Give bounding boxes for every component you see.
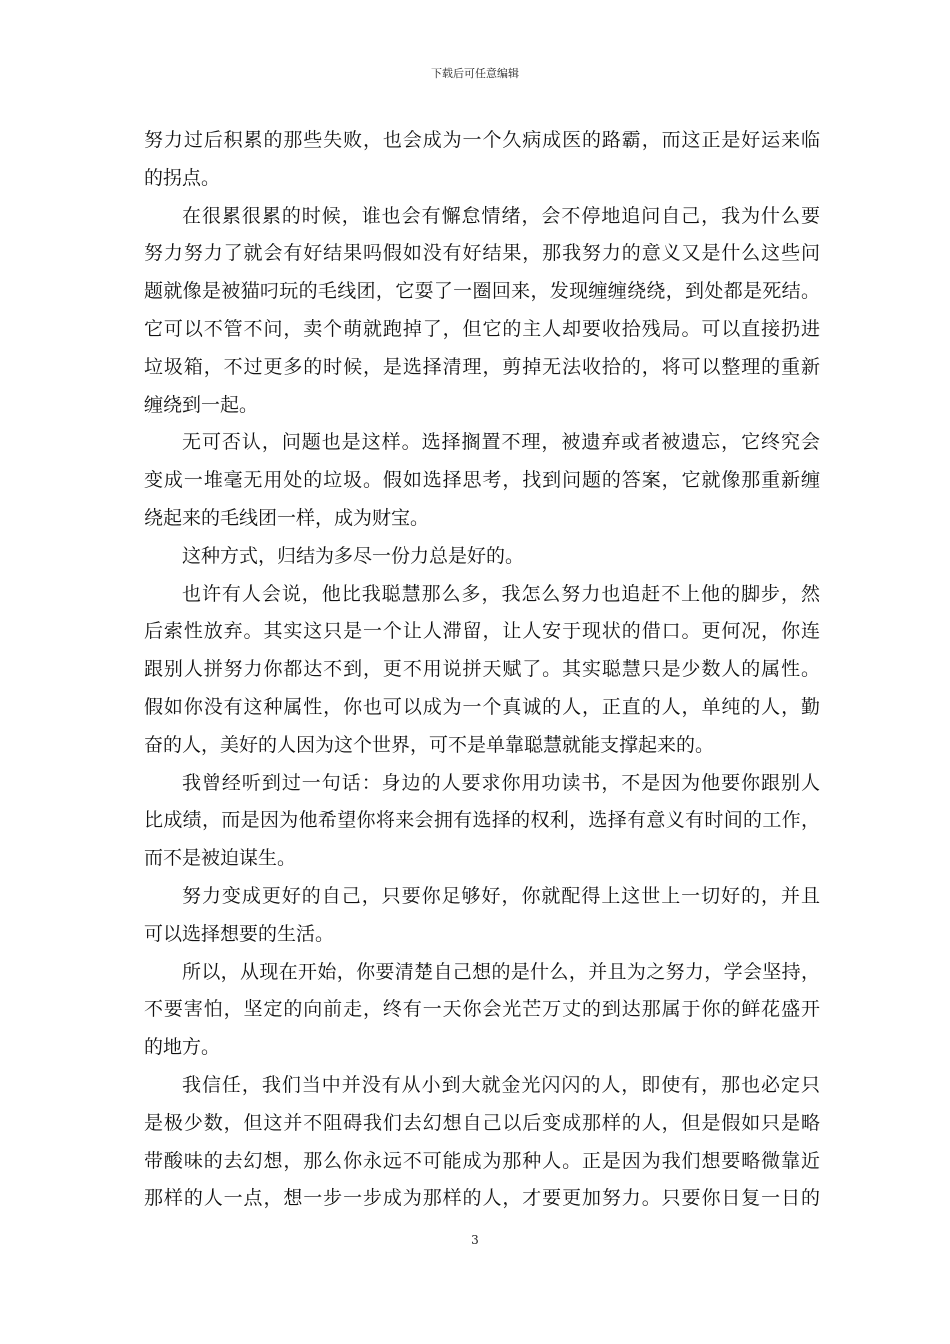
text-line: 是极少数，但这并不阻碍我们去幻想自己以后变成那样的人，但是假如只是略 [144,1111,820,1134]
paragraph [144,954,820,1067]
text-line: 后索性放弃。其实这只是一个让人滞留，让人安于现状的借口。更何况，你连 [144,620,820,643]
text-line: 垃圾箱，不过更多的时候，是选择清理，剪掉无法收拾的，将可以整理的重新 [144,355,820,378]
body-text [144,122,820,1218]
paragraph [144,765,820,878]
paragraph [144,576,820,765]
paragraph [144,878,820,954]
text-line: 在很累很累的时候，谁也会有懈怠情绪，会不停地追问自己，我为什么要 [182,204,820,227]
text-line: 我信任，我们当中并没有从小到大就金光闪闪的人，即使有，那也必定只 [182,1073,820,1096]
text-line: 绕起来的毛线团一样，成为财宝。 [144,506,430,529]
paragraph [144,1067,820,1218]
text-line: 我曾经听到过一句话：身边的人要求你用功读书，不是因为他要你跟别人 [182,771,820,794]
text-line: 所以，从现在开始，你要清楚自己想的是什么，并且为之努力，学会坚持， [182,960,820,983]
text-line: 努力变成更好的自己，只要你足够好，你就配得上这世上一切好的，并且 [182,884,820,907]
text-line: 变成一堆毫无用处的垃圾。假如选择思考，找到问题的答案，它就像那重新缠 [144,469,820,492]
text-line: 可以选择想要的生活。 [144,922,335,945]
text-line: 带酸味的去幻想，那么你永远不可能成为那种人。正是因为我们想要略微靠近 [144,1149,820,1172]
text-line: 不要害怕，坚定的向前走，终有一天你会光芒万丈的到达那属于你的鲜花盛开 [144,998,820,1021]
paragraph [144,198,820,425]
page-header: 下载后可任意编辑 [431,67,519,80]
text-line: 比成绩，而是因为他希望你将来会拥有选择的权利，选择有意义有时间的工作， [144,809,820,832]
text-line: 也许有人会说，他比我聪慧那么多，我怎么努力也追赶不上他的脚步，然 [182,582,820,605]
text-line: 的拐点。 [144,166,221,189]
text-line: 的地方。 [144,1036,221,1059]
paragraph [144,122,820,198]
text-line: 奋的人，美好的人因为这个世界，可不是单靠聪慧就能支撑起来的。 [144,733,715,756]
text-line: 努力过后积累的那些失败，也会成为一个久病成医的路霸，而这正是好运来临 [144,129,820,151]
paragraph [144,538,820,576]
page-number: 3 [471,1233,479,1247]
text-line: 努力努力了就会有好结果吗假如没有好结果，那我努力的意义又是什么这些问 [144,242,820,265]
text-line: 那样的人一点，想一步一步成为那样的人，才要更加努力。只要你日复一日的 [144,1187,820,1210]
text-line: 无可否认，问题也是这样。选择搁置不理，被遗弃或者被遗忘，它终究会 [182,431,820,454]
text-line: 缠绕到一起。 [144,393,259,416]
text-line: 跟别人拼努力你都达不到，更不用说拼天赋了。其实聪慧只是少数人的属性。 [144,658,820,681]
text-line: 这种方式，归结为多尽一份力总是好的。 [182,544,525,567]
text-line: 题就像是被猫叼玩的毛线团，它耍了一圈回来，发现缠缠绕绕，到处都是死结。 [144,280,820,303]
text-line: 而不是被迫谋生。 [144,847,297,870]
text-line: 它可以不管不问，卖个萌就跑掉了，但它的主人却要收拾残局。可以直接扔进 [144,317,820,340]
text-line: 假如你没有这种属性，你也可以成为一个真诚的人，正直的人，单纯的人，勤 [144,695,820,718]
paragraph [144,424,820,537]
